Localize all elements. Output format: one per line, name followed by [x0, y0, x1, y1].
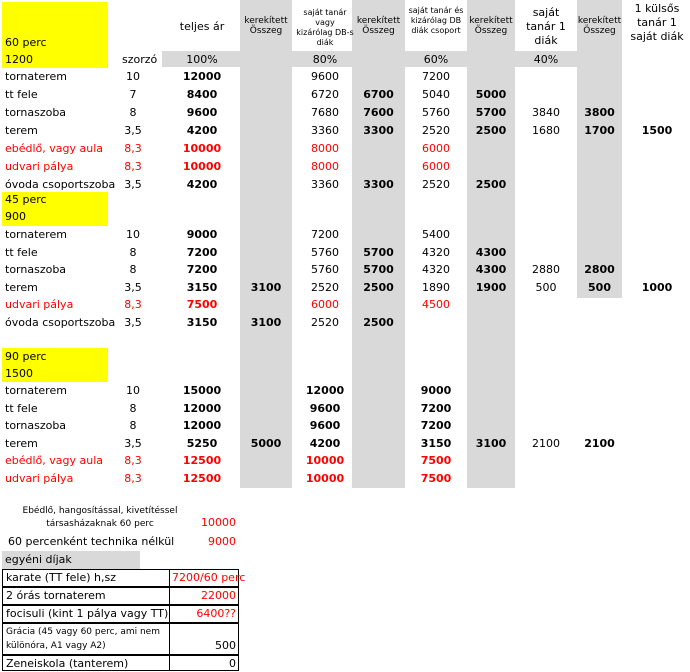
section60-row-2-name: tornaszoba: [5, 106, 67, 119]
section60-row-6-name: óvoda csoportszoba: [5, 178, 116, 191]
section60-row-0-full: 12000: [182, 70, 222, 83]
section60-row-0-mult: 10: [126, 70, 140, 83]
section60-row-3-k80: 3300: [363, 124, 394, 137]
egyeni-label-cell-0: [2, 569, 170, 587]
section45-row-5-k80: 2500: [363, 316, 394, 329]
section60-row-2-full: 9600: [186, 106, 218, 119]
section90-row-4-name: ebédlő, vagy aula: [5, 454, 104, 468]
egyeni-value-cell-4: [169, 655, 239, 671]
section60-row-4-full: 10000: [182, 142, 222, 155]
section45-row-2-k60: 4300: [475, 263, 507, 277]
section90-row-4-p80: 10000: [305, 454, 345, 468]
section45-row-2-name: tornaszoba: [5, 263, 67, 277]
section45-row-4-mult: 8,3: [124, 298, 142, 312]
section60-row-1-name: tt fele: [5, 88, 38, 101]
section60-row-1-full: 8400: [186, 88, 218, 101]
egyeni-label-4: Zeneiskola (tanterem): [6, 657, 129, 670]
section45-row-2-k40: 2800: [584, 263, 615, 277]
section45-row-0-name: tornaterem: [5, 228, 67, 241]
section60-row-3-full: 4200: [186, 124, 218, 137]
section90-row-3-p40: 2100: [532, 436, 560, 450]
header-kerekitett-1: kerekített Összeg: [244, 16, 288, 36]
section60-row-1-p80: 6720: [311, 88, 339, 101]
egyeni-value-cell-3: [169, 623, 239, 655]
section60-row-1-p60: 5040: [422, 88, 450, 101]
section60-row-3-p80: 3360: [311, 124, 339, 137]
section60-row-0-p60: 7200: [422, 70, 450, 83]
egyeni-value-cell-0: [169, 569, 246, 587]
section90-row-3-p60: 3150: [420, 436, 452, 450]
section-45-base: 900: [5, 210, 26, 223]
section45-row-0-p60: 5400: [422, 228, 450, 241]
section45-row-1-k80: 5700: [363, 245, 394, 259]
section90-row-3-k1: 5000: [250, 436, 282, 450]
egyeni-label-cell-1: [2, 587, 170, 605]
section60-row-2-p60: 5760: [422, 106, 450, 119]
egyeni-label-cell-4: [2, 655, 170, 671]
section45-row-5-k1: 3100: [250, 316, 282, 329]
section45-row-1-name: tt fele: [5, 245, 38, 259]
section60-row-3-ext: 1500: [641, 124, 673, 137]
header-kerekitett-2: kerekített Összeg: [356, 16, 401, 36]
egyeni-label-cell-2: [2, 605, 170, 623]
section60-row-0-name: tornaterem: [5, 70, 67, 83]
section45-row-0-full: 9000: [186, 228, 218, 241]
egyeni-value-cell-2: [169, 605, 239, 623]
section45-row-3-k60: 1900: [475, 280, 507, 294]
section45-row-3-full: 3150: [186, 280, 218, 294]
section45-row-3-k1: 3100: [250, 280, 282, 294]
header-sajat-tanar-db: saját tanár vagy kizárólag DB-s diák: [296, 8, 354, 47]
section90-row-5-full: 12500: [182, 472, 222, 485]
section90-row-2-mult: 8: [129, 419, 137, 433]
egyeni-value-4: 0: [229, 657, 236, 670]
section45-row-1-p80: 5760: [311, 245, 339, 259]
section45-row-3-p80: 2520: [311, 280, 339, 294]
section45-row-3-p40: 500: [535, 280, 557, 294]
section60-row-6-k80: 3300: [363, 178, 394, 191]
section90-row-2-full: 12000: [182, 419, 222, 433]
section60-row-6-p60: 2520: [422, 178, 450, 191]
section90-row-1-p80: 9600: [309, 401, 341, 415]
section45-row-5-name: óvoda csoportszoba: [5, 316, 116, 329]
egyeni-value-1: 22000: [201, 589, 236, 602]
section90-row-1-name: tt fele: [5, 401, 38, 415]
section45-row-1-full: 7200: [186, 245, 218, 259]
section45-row-5-full: 3150: [186, 316, 218, 329]
section60-row-3-p40: 1680: [532, 124, 560, 137]
section60-row-5-full: 10000: [182, 160, 222, 173]
section45-row-3-k80: 2500: [363, 280, 394, 294]
pct-80: 80%: [312, 53, 338, 66]
egyeni-value-2: 6400??: [196, 607, 236, 620]
band-kerekitett4: [577, 0, 622, 298]
section90-row-4-p60: 7500: [420, 454, 452, 468]
section60-row-3-k40: 1700: [584, 124, 615, 137]
egyeni-label-cell-3: [2, 623, 170, 655]
pct-full: 100%: [186, 53, 218, 66]
section60-row-5-mult: 8,3: [124, 160, 142, 173]
section45-row-5-p80: 2520: [311, 316, 339, 329]
egyeni-label-2: focisuli (kint 1 pálya vagy TT): [6, 607, 169, 620]
section90-row-2-name: tornaszoba: [5, 419, 67, 433]
section90-row-3-mult: 3,5: [124, 436, 142, 450]
section90-row-3-full: 5250: [186, 436, 218, 450]
section60-row-1-mult: 7: [129, 88, 137, 101]
header-kerekitett-3: kerekített Összeg: [469, 16, 513, 36]
egyeni-value-3: 500: [215, 639, 236, 652]
section90-row-0-name: tornaterem: [5, 384, 67, 397]
note2-label: 60 percenként technika nélkül: [8, 535, 175, 548]
section60-row-2-k80: 7600: [363, 106, 394, 119]
section60-row-1-k60: 5000: [475, 88, 507, 101]
section60-row-2-p40: 3840: [532, 106, 560, 119]
section90-row-3-name: terem: [5, 436, 38, 450]
egyeni-label-3: Grácia (45 vagy 60 perc, ami nem különóra, A1 vagy A2): [6, 627, 160, 651]
egyeni-value-cell-1: [169, 587, 239, 605]
section45-row-3-k40: 500: [588, 280, 611, 294]
pct-40: 40%: [533, 53, 559, 66]
section45-row-3-mult: 3,5: [124, 280, 142, 294]
section-90-title: 90 perc: [5, 350, 47, 363]
egyeni-value-0: 7200/60 perc: [172, 571, 246, 584]
section60-row-4-name: ebédlő, vagy aula: [5, 142, 104, 155]
section60-row-5-name: udvari pálya: [5, 160, 74, 173]
szorzo-label: szorzó: [122, 53, 158, 66]
section90-row-0-p60: 9000: [420, 384, 452, 397]
section45-row-2-p40: 2880: [532, 263, 560, 277]
section45-row-0-mult: 10: [126, 228, 140, 241]
section90-row-0-mult: 10: [126, 384, 140, 397]
section60-row-2-mult: 8: [129, 106, 137, 119]
section90-row-4-mult: 8,3: [124, 454, 142, 468]
section60-row-6-mult: 3,5: [124, 178, 142, 191]
section60-row-5-p60: 6000: [422, 160, 450, 173]
section90-row-5-mult: 8,3: [124, 472, 142, 485]
note1-value: 10000: [201, 516, 236, 529]
pct-60: 60%: [423, 53, 449, 66]
section90-row-0-full: 15000: [182, 384, 222, 397]
section45-row-1-p60: 4320: [422, 245, 450, 259]
section90-row-1-p60: 7200: [420, 401, 452, 415]
section90-row-5-p60: 7500: [420, 472, 452, 485]
section90-row-5-p80: 10000: [305, 472, 345, 485]
section90-row-4-full: 12500: [182, 454, 222, 468]
section60-row-6-full: 4200: [186, 178, 218, 191]
section60-row-6-p80: 3360: [311, 178, 339, 191]
section60-row-4-p80: 8000: [311, 142, 339, 155]
header-sajat-tanar-1-diak: saját tanár 1 diák: [526, 6, 566, 47]
section90-row-1-mult: 8: [129, 401, 137, 415]
section-60-title: 60 perc: [5, 36, 47, 49]
section90-row-3-p80: 4200: [309, 436, 341, 450]
section60-row-3-p60: 2520: [422, 124, 450, 137]
section45-row-0-p80: 7200: [311, 228, 339, 241]
section60-row-2-p80: 7680: [311, 106, 339, 119]
section90-row-0-p80: 12000: [305, 384, 345, 397]
section45-row-1-k60: 4300: [475, 245, 507, 259]
section45-row-3-name: terem: [5, 280, 38, 294]
section45-row-3-ext: 1000: [641, 280, 673, 294]
section60-row-2-k40: 3800: [584, 106, 615, 119]
section45-row-2-mult: 8: [129, 263, 137, 277]
band-kerekitett1: [240, 0, 292, 488]
section45-row-4-full: 7500: [186, 298, 218, 312]
section45-row-5-mult: 3,5: [124, 316, 142, 329]
section90-row-1-full: 12000: [182, 401, 222, 415]
section-45-title: 45 perc: [5, 193, 47, 206]
section60-row-4-mult: 8,3: [124, 142, 142, 155]
section60-row-2-k60: 5700: [475, 106, 507, 119]
section60-row-0-p80: 9600: [311, 70, 339, 83]
section45-row-2-k80: 5700: [363, 263, 394, 277]
section-90-base: 1500: [5, 367, 33, 380]
header-kulsos: 1 külsős tanár 1 saját diák: [630, 2, 684, 43]
section60-row-4-p60: 6000: [422, 142, 450, 155]
section-60-base: 1200: [5, 53, 33, 66]
section45-row-4-name: udvari pálya: [5, 298, 74, 312]
header-teljes-ar: teljes ár: [179, 20, 225, 33]
note1-label: Ebédlő, hangosítással, kivetítéssel társasházaknak 60 perc: [22, 506, 178, 529]
section60-row-3-name: terem: [5, 124, 38, 137]
section60-row-6-k60: 2500: [475, 178, 507, 191]
section90-row-3-k40: 2100: [584, 436, 615, 450]
section60-row-3-mult: 3,5: [124, 124, 142, 137]
section90-row-3-k60: 3100: [475, 436, 507, 450]
note2-value: 9000: [208, 535, 236, 548]
section60-row-5-p80: 8000: [311, 160, 339, 173]
section45-row-2-p80: 5760: [311, 263, 339, 277]
section60-row-3-k60: 2500: [475, 124, 507, 137]
header-kerekitett-4: kerekített Összeg: [577, 16, 622, 36]
header-sajat-tanar-es-db: saját tanár és kizárólag DB diák csoport: [408, 6, 464, 35]
section45-row-4-p60: 4500: [422, 298, 450, 312]
section90-row-2-p80: 9600: [309, 419, 341, 433]
section45-row-2-full: 7200: [186, 263, 218, 277]
section45-row-2-p60: 4320: [422, 263, 450, 277]
section60-row-1-k80: 6700: [363, 88, 394, 101]
section45-row-3-p60: 1890: [422, 280, 450, 294]
section90-row-2-p60: 7200: [420, 419, 452, 433]
egyeni-label-1: 2 órás tornaterem: [6, 589, 106, 602]
egyeni-label-0: karate (TT fele) h,sz: [6, 571, 117, 584]
section45-row-4-p80: 6000: [311, 298, 339, 312]
section90-row-5-name: udvari pálya: [5, 472, 74, 485]
section45-row-1-mult: 8: [129, 245, 137, 259]
egyeni-title: egyéni díjak: [5, 553, 72, 566]
